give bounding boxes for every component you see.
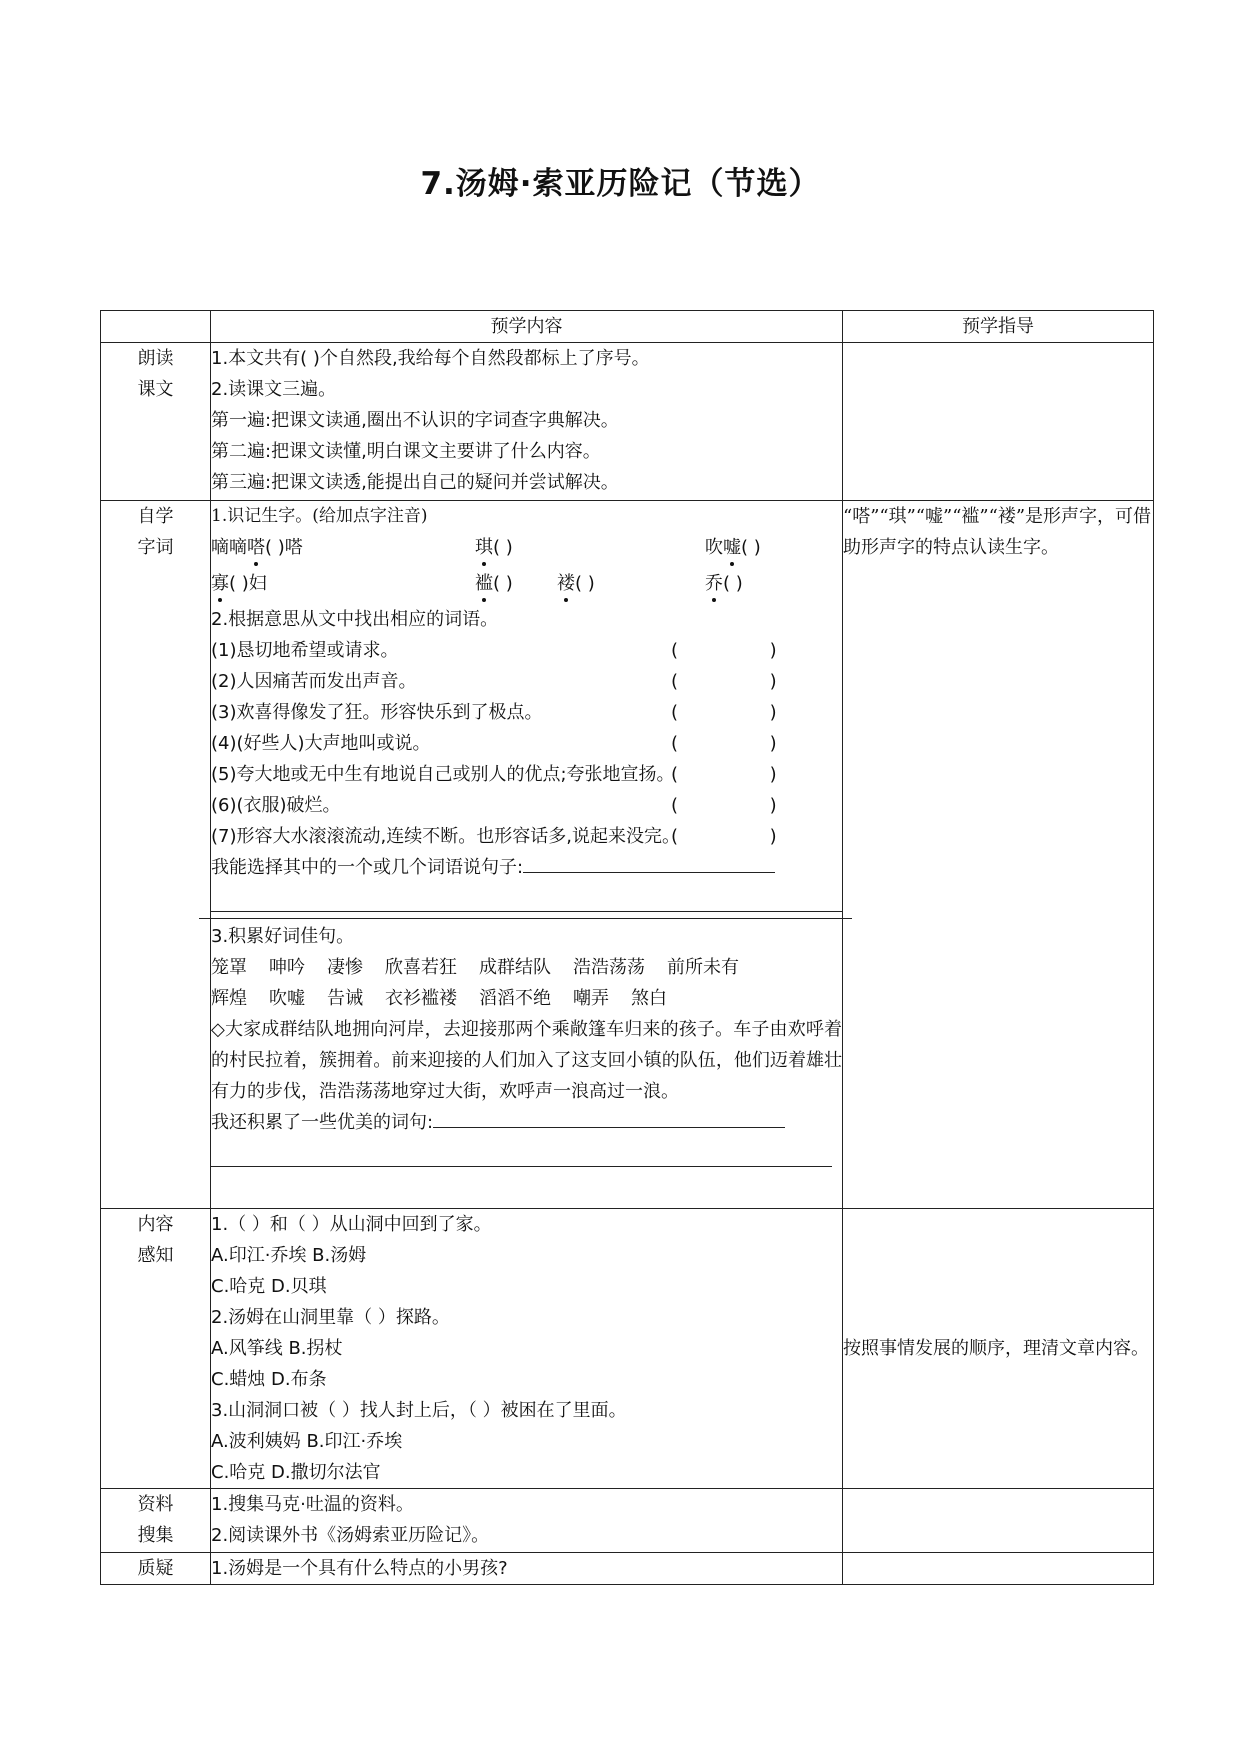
label-line: 感知	[137, 1245, 174, 1266]
sentence-blank-1[interactable]	[523, 854, 775, 873]
content-perception	[211, 1209, 843, 1489]
text-line: A.印江·乔埃 B.汤姆	[211, 1245, 367, 1266]
question-content	[211, 1553, 843, 1585]
q2-item-text: (4)(好些人)大声地叫或说。	[211, 733, 431, 754]
text-line: 2.阅读课外书《汤姆索亚历险记》。	[211, 1525, 490, 1546]
label-line: 质疑	[137, 1558, 174, 1579]
accum-blank-1[interactable]	[433, 1109, 785, 1128]
label-line: 搜集	[137, 1525, 174, 1546]
good-word: 吹嘘	[269, 988, 305, 1009]
vocab-content	[211, 501, 843, 1209]
q2-item	[211, 635, 842, 666]
answer-parentheses[interactable]: ( )	[671, 795, 777, 816]
chars-row-1	[211, 532, 842, 568]
good-word: 滔滔不绝	[479, 988, 551, 1009]
good-passage: ◇大家成群结队地拥向河岸，去迎接那两个乘敞篷车归来的孩子。车子由欢呼着的村民拉着，簇拥着。前来迎接的人们加入了这支回小镇的队伍，他们迈着雄壮有力的步伐，浩浩荡荡地穿过大街，欢呼声一浪高过一浪。	[211, 1019, 842, 1102]
text-line: 1.本文共有( )个自然段,我给每个自然段都标上了序号。	[211, 348, 650, 369]
answer-parentheses[interactable]: ( )	[671, 826, 777, 847]
good-word: 告诫	[327, 988, 363, 1009]
answer-parentheses[interactable]: ( )	[671, 671, 777, 692]
sentence-prompt: 我能选择其中的一个或几个词语说句子:	[211, 857, 524, 878]
accum-prompt-line	[211, 1107, 842, 1138]
reading-lines	[211, 343, 842, 498]
char-item-7: 乔( )	[705, 568, 743, 599]
accum-prompt: 我还积累了一些优美的词句:	[211, 1112, 434, 1133]
row-material	[101, 1489, 1154, 1553]
words-row-1	[211, 952, 842, 983]
content-guide: 按照事情发展的顺序，理清文章内容。	[843, 1209, 1154, 1489]
chars-row-2	[211, 568, 842, 604]
words-row-2	[211, 983, 842, 1014]
label-reading-text	[101, 343, 210, 405]
text-line: A.风筝线 B.拐杖	[211, 1338, 343, 1359]
label-question	[101, 1553, 211, 1585]
text-line: 2.汤姆在山洞里靠（ ）探路。	[211, 1307, 450, 1328]
q2-item-text: (7)形容大水滚滚流动,连续不断。也形容话多,说起来没完。	[211, 826, 680, 847]
good-word: 嘲弄	[573, 988, 609, 1009]
q2-item	[211, 666, 842, 697]
page-title: 7.汤姆·索亚历险记（节选）	[420, 166, 821, 202]
accum-blank-2[interactable]	[211, 1146, 832, 1167]
good-word: 欣喜若狂	[385, 957, 457, 978]
q2-item-text: (6)(衣服)破烂。	[211, 795, 341, 816]
text-line: 第一遍:把课文读通,圈出不认识的字词查字典解决。	[211, 410, 619, 431]
sentence-blank-2[interactable]	[211, 891, 842, 912]
header-guide: 预学指导	[843, 311, 1154, 343]
good-word: 辉煌	[211, 988, 247, 1009]
sentence-prompt-line	[211, 852, 842, 883]
char-item-3: 吹嘘( )	[705, 532, 761, 563]
material-guide	[843, 1489, 1154, 1553]
text-line: 1.（ ）和（ ）从山洞中回到了家。	[211, 1214, 492, 1235]
good-word: 前所未有	[667, 957, 739, 978]
text-line: 3.山洞洞口被（ ）找人封上后，（ ）被困在了里面。	[211, 1400, 627, 1421]
label-reading	[101, 343, 211, 501]
vocab-q1-title: 1.识记生字。(给加点字注音)	[211, 506, 428, 526]
text-line: 1.搜集马克·吐温的资料。	[211, 1494, 414, 1515]
answer-parentheses[interactable]: ( )	[671, 702, 777, 723]
answer-parentheses[interactable]: ( )	[671, 764, 777, 785]
vocab-guide: “嗒”“琪”“嘘”“褴”“褛”是形声字，可借助形声字的特点认读生字。	[843, 501, 1154, 1209]
material-lines	[211, 1489, 842, 1551]
content-lines	[211, 1209, 842, 1488]
header-empty-cell	[101, 311, 211, 343]
text-line: 2.读课文三遍。	[211, 379, 337, 400]
q2-item	[211, 697, 842, 728]
label-vocab-text	[101, 501, 210, 563]
good-word: 呻吟	[269, 957, 305, 978]
label-line: 字词	[137, 537, 174, 558]
char-item-4: 寡( )妇	[211, 568, 267, 599]
label-vocab	[101, 501, 211, 1209]
q2-item-text: (3)欢喜得像发了狂。形容快乐到了极点。	[211, 702, 543, 723]
q2-item-text: (5)夸大地或无中生有地说自己或别人的优点;夸张地宣扬。	[211, 764, 675, 785]
text-line: C.蜡烛 D.布条	[211, 1369, 327, 1390]
table-header-row	[101, 311, 1154, 343]
preview-table	[100, 310, 1154, 1585]
q2-item	[211, 759, 842, 790]
char-item-6: 褛( )	[557, 568, 595, 599]
char-item-1: 嘀嘀嗒( )嗒	[211, 532, 303, 563]
q2-item-text: (2)人因痛苦而发出声音。	[211, 671, 417, 692]
good-word: 凄惨	[327, 957, 363, 978]
label-line: 资料	[137, 1494, 174, 1515]
section-divider	[199, 918, 852, 919]
label-line: 自学	[137, 506, 174, 527]
label-line: 课文	[137, 379, 174, 400]
question-lines	[211, 1553, 842, 1584]
text-line: 第三遍:把课文读透,能提出自己的疑问并尝试解决。	[211, 472, 619, 493]
text-line: A.波利姨妈 B.印江·乔埃	[211, 1431, 403, 1452]
good-word: 成群结队	[479, 957, 551, 978]
vocab-q3-title: 3.积累好词佳句。	[211, 926, 355, 947]
label-question-text	[101, 1553, 210, 1584]
reading-content	[211, 343, 843, 501]
header-content: 预学内容	[211, 311, 843, 343]
good-word: 衣衫褴褛	[385, 988, 457, 1009]
label-content	[101, 1209, 211, 1489]
vocab-q2-title: 2.根据意思从文中找出相应的词语。	[211, 609, 499, 630]
q2-item-text: (1)恳切地希望或请求。	[211, 640, 399, 661]
row-content	[101, 1209, 1154, 1489]
good-word: 煞白	[631, 988, 667, 1009]
text-line: 1.汤姆是一个具有什么特点的小男孩?	[211, 1558, 508, 1579]
question-guide	[843, 1553, 1154, 1585]
label-line: 内容	[137, 1214, 174, 1235]
label-content-text	[101, 1209, 210, 1271]
row-reading	[101, 343, 1154, 501]
q2-item	[211, 790, 842, 821]
label-material-text	[101, 1489, 210, 1551]
label-line: 朗读	[137, 348, 174, 369]
text-line: C.哈克 D.贝琪	[211, 1276, 327, 1297]
row-vocab	[101, 501, 1154, 1209]
char-item-2: 琪( )	[475, 532, 513, 563]
text-line: C.哈克 D.撒切尔法官	[211, 1462, 381, 1483]
char-item-5: 褴( )	[475, 568, 513, 599]
material-content	[211, 1489, 843, 1553]
q2-item	[211, 821, 842, 852]
text-line: 第二遍:把课文读懂,明白课文主要讲了什么内容。	[211, 441, 601, 462]
answer-parentheses[interactable]: ( )	[671, 640, 777, 661]
good-word: 笼罩	[211, 957, 247, 978]
label-material	[101, 1489, 211, 1553]
good-word: 浩浩荡荡	[573, 957, 645, 978]
q2-item	[211, 728, 842, 759]
reading-guide	[843, 343, 1154, 501]
q2-list	[211, 635, 842, 852]
answer-parentheses[interactable]: ( )	[671, 733, 777, 754]
row-question	[101, 1553, 1154, 1585]
